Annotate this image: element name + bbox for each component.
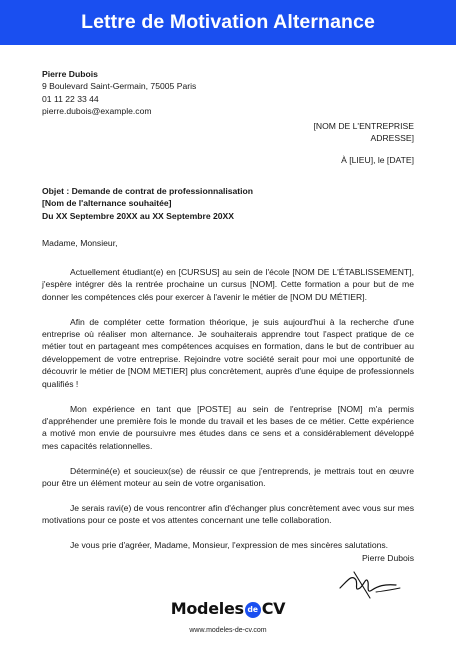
greeting: Madame, Monsieur, <box>42 238 118 248</box>
recipient-company: [NOM DE L'ENTREPRISE <box>313 121 414 131</box>
place-date: À [LIEU], le [DATE] <box>341 155 414 165</box>
sender-block <box>42 68 196 118</box>
letter-body <box>42 237 414 552</box>
logo-text: CV <box>261 599 286 618</box>
subject-line: [Nom de l'alternance souhaitée] <box>42 198 172 209</box>
handwritten-signature <box>330 566 410 600</box>
subject-line: Objet : Demande de contrat de professionnalisation <box>42 186 254 196</box>
body-paragraph: Mon expérience en tant que [POSTE] au sein de l'entreprise [NOM] m'a permis d'appréhender une première fois le monde du travail et les bases de ce métier. Cette expérience a motivé mon envie de poursuivre mes études dans ce sens et a considérablement développé mes capacités relationnelles. <box>42 403 414 451</box>
website-url: www.modeles-de-cv.com <box>189 627 267 634</box>
sender-address: 9 Boulevard Saint-Germain, 75005 Paris <box>42 81 197 92</box>
subject-line: Du XX Septembre 20XX au XX Septembre 20XX <box>42 210 235 221</box>
body-paragraph: Je serais ravi(e) de vous rencontrer afin d'échanger plus concrètement avec vous sur mes motivations pour ce poste et vos attentes concernant une telle collaboration. <box>42 503 414 526</box>
sender-name: Pierre Dubois <box>42 69 98 79</box>
brand-logo <box>0 599 456 618</box>
title-banner <box>0 0 456 45</box>
body-paragraph: Actuellement étudiant(e) en [CURSUS] au sein de l'école [NOM DE L'ÉTABLISSEMENT], j'espère intégrer dès la rentrée prochaine un cursus [NOM]. Cette formation a pour but de me donner les compétences clés pour exercer à l'avenir le métier de [NOM DU MÉTIER]. <box>42 266 414 302</box>
page-title: Lettre de Motivation Alternance <box>81 11 375 33</box>
closing-paragraph: Je vous prie d'agréer, Madame, Monsieur, l'expression de mes sincères salutations. <box>70 540 389 551</box>
subject-block <box>42 185 253 222</box>
recipient-address: ADRESSE] <box>370 133 414 144</box>
body-paragraph: Afin de compléter cette formation théorique, je suis aujourd'hui à la recherche d'une entreprise où réaliser mon alternance. Je souhaiterais apprendre tout l'aspect pratique de ce métier tout en partageant mes compétences acquises en formation, dans le but de contribuer au développement de votre entreprise. Rejoindre votre société serait pour moi une opportunité de découvrir le métier de [NOM METIER] plus concrètement, auprès d'une équipe de professionnels qualifiés ! <box>42 316 414 389</box>
recipient-block <box>314 120 415 145</box>
signature-name: Pierre Dubois <box>361 553 414 563</box>
sender-phone: 01 11 22 33 44 <box>42 93 99 104</box>
sender-email: pierre.dubois@example.com <box>42 106 152 117</box>
logo-badge-icon: de <box>245 602 261 618</box>
logo-text: Modeles <box>170 599 244 618</box>
body-paragraph: Déterminé(e) et soucieux(se) de réussir ce que j'entreprends, je mettrais tout en œuvre pour être un élément moteur au sein de votre organisation. <box>42 465 414 489</box>
